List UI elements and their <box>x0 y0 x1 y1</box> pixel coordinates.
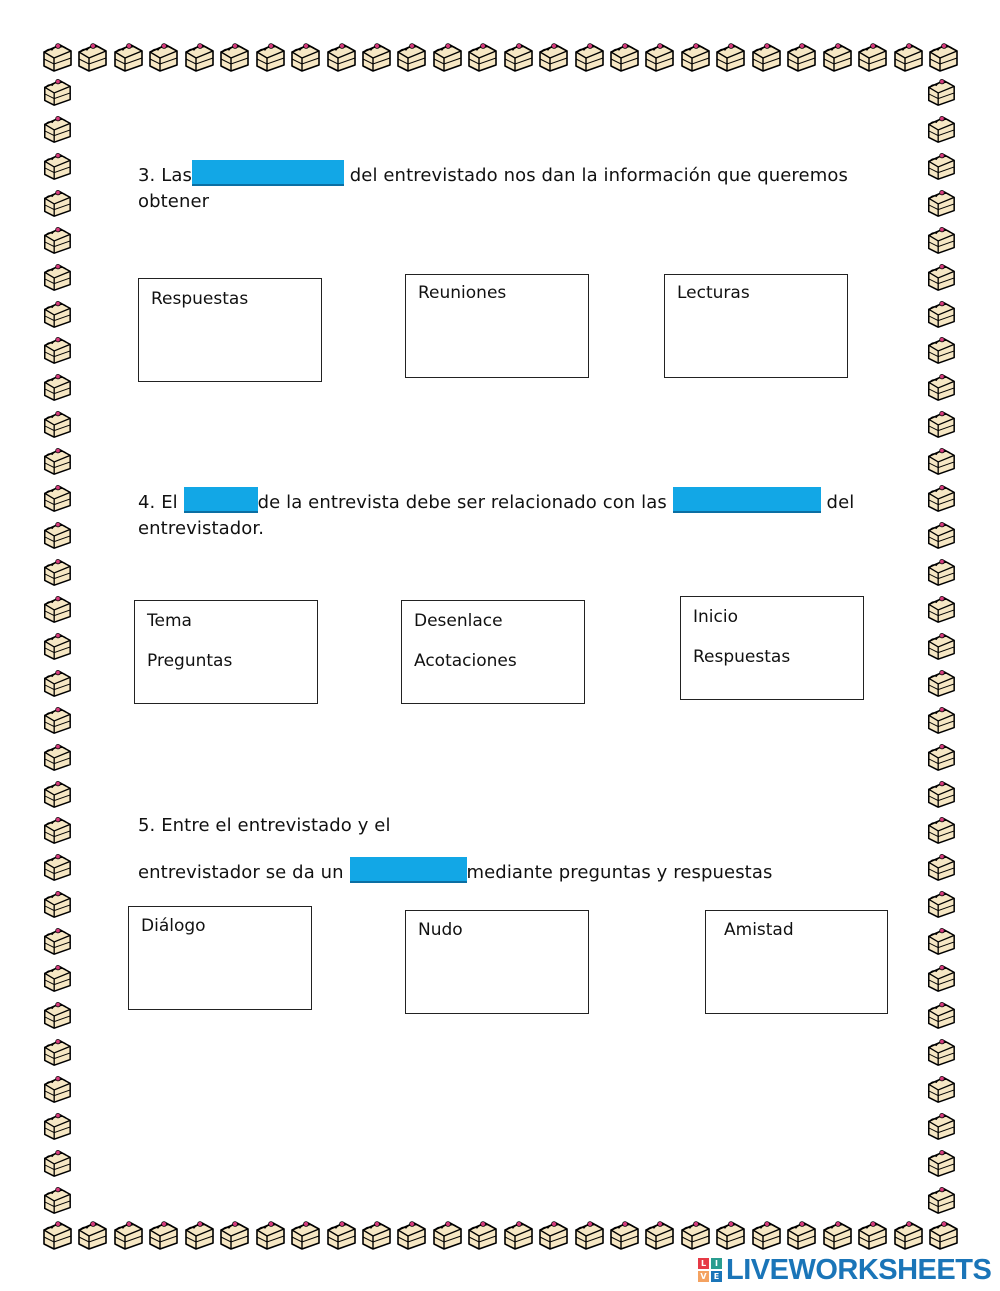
brand-mark-icon <box>698 1258 722 1282</box>
option-3-2[interactable] <box>405 274 589 378</box>
cake-slice-icon <box>924 704 958 736</box>
cake-slice-icon <box>924 741 958 773</box>
question-3-text-a: 3. Las <box>138 165 192 186</box>
question-4-blank-1[interactable] <box>184 487 258 513</box>
question-4-text-c: del <box>820 492 855 513</box>
cake-slice-icon <box>40 261 74 293</box>
cake-slice-icon <box>40 187 74 219</box>
cake-slice-icon <box>182 40 216 74</box>
cake-slice-icon <box>784 1218 818 1252</box>
option-5-1[interactable] <box>128 906 312 1010</box>
cake-slice-icon <box>217 1218 251 1252</box>
cake-slice-icon <box>924 482 958 514</box>
cake-slice-icon <box>40 1036 74 1068</box>
cake-slice-icon <box>253 1218 287 1252</box>
cake-slice-icon <box>855 40 889 74</box>
cake-slice-icon <box>40 1218 74 1252</box>
cake-slice-icon <box>75 40 109 74</box>
border-left <box>40 76 74 1216</box>
cake-slice-icon <box>749 40 783 74</box>
cake-slice-icon <box>40 667 74 699</box>
option-label: Inicio <box>693 607 738 627</box>
cake-slice-icon <box>111 1218 145 1252</box>
cake-slice-icon <box>40 519 74 551</box>
question-3-text-b: del entrevistado nos dan la información que queremos <box>343 165 848 186</box>
cake-slice-icon <box>40 445 74 477</box>
cake-slice-icon <box>430 1218 464 1252</box>
cake-slice-icon <box>465 40 499 74</box>
cake-slice-icon <box>40 224 74 256</box>
cake-slice-icon <box>891 40 925 74</box>
cake-slice-icon <box>430 40 464 74</box>
cake-slice-icon <box>607 40 641 74</box>
cake-slice-icon <box>924 298 958 330</box>
question-3-line-2: obtener <box>138 191 210 212</box>
cake-slice-icon <box>572 1218 606 1252</box>
cake-slice-icon <box>924 445 958 477</box>
border-bottom <box>40 1218 960 1252</box>
cake-slice-icon <box>40 1147 74 1179</box>
cake-slice-icon <box>924 925 958 957</box>
brand-mark-letter: L <box>698 1258 709 1269</box>
option-label-2: Acotaciones <box>414 651 517 671</box>
cake-slice-icon <box>820 40 854 74</box>
option-label: Nudo <box>418 920 463 940</box>
cake-slice-icon <box>572 40 606 74</box>
question-4-line-1 <box>138 487 854 513</box>
cake-slice-icon <box>924 630 958 662</box>
cake-slice-icon <box>924 778 958 810</box>
cake-slice-icon <box>75 1218 109 1252</box>
cake-slice-icon <box>924 556 958 588</box>
cake-slice-icon <box>855 1218 889 1252</box>
option-label: Lecturas <box>677 283 750 303</box>
option-label: Respuestas <box>151 289 249 309</box>
cake-slice-icon <box>924 371 958 403</box>
option-5-2[interactable] <box>405 910 589 1014</box>
option-4-2[interactable] <box>401 600 585 704</box>
question-4-text-b: de la entrevista debe ser relacionado con las <box>257 492 673 513</box>
cake-slice-icon <box>40 76 74 108</box>
cake-slice-icon <box>784 40 818 74</box>
cake-slice-icon <box>501 40 535 74</box>
cake-slice-icon <box>924 113 958 145</box>
cake-slice-icon <box>924 261 958 293</box>
option-label: Desenlace <box>414 611 503 631</box>
question-4-line-2: entrevistador. <box>138 518 265 539</box>
cake-slice-icon <box>924 667 958 699</box>
cake-slice-icon <box>924 1147 958 1179</box>
question-3-blank-1[interactable] <box>192 160 344 186</box>
cake-slice-icon <box>713 40 747 74</box>
cake-slice-icon <box>324 40 358 74</box>
cake-slice-icon <box>749 1218 783 1252</box>
cake-slice-icon <box>40 556 74 588</box>
border-top <box>40 40 960 74</box>
cake-slice-icon <box>111 40 145 74</box>
question-5-line-1: 5. Entre el entrevistado y el <box>138 815 391 836</box>
question-5-text-b: mediante preguntas y respuestas <box>466 862 773 883</box>
cake-slice-icon <box>924 593 958 625</box>
cake-slice-icon <box>713 1218 747 1252</box>
option-3-1[interactable] <box>138 278 322 382</box>
cake-slice-icon <box>465 1218 499 1252</box>
cake-slice-icon <box>324 1218 358 1252</box>
cake-slice-icon <box>924 888 958 920</box>
cake-slice-icon <box>924 962 958 994</box>
question-5-line-2 <box>138 857 772 883</box>
cake-slice-icon <box>40 778 74 810</box>
cake-slice-icon <box>40 408 74 440</box>
cake-slice-icon <box>40 1110 74 1142</box>
option-label: Reuniones <box>418 283 507 303</box>
cake-slice-icon <box>288 1218 322 1252</box>
cake-slice-icon <box>40 593 74 625</box>
cake-slice-icon <box>926 1218 960 1252</box>
cake-slice-icon <box>40 334 74 366</box>
brand-mark-letter: E <box>711 1271 722 1282</box>
cake-slice-icon <box>40 1184 74 1216</box>
cake-slice-icon <box>146 1218 180 1252</box>
option-5-3[interactable] <box>705 910 888 1014</box>
cake-slice-icon <box>924 999 958 1031</box>
cake-slice-icon <box>536 1218 570 1252</box>
cake-slice-icon <box>924 224 958 256</box>
cake-slice-icon <box>217 40 251 74</box>
cake-slice-icon <box>40 814 74 846</box>
cake-slice-icon <box>394 1218 428 1252</box>
cake-slice-icon <box>40 113 74 145</box>
cake-slice-icon <box>40 851 74 883</box>
cake-slice-icon <box>924 519 958 551</box>
cake-slice-icon <box>40 630 74 662</box>
cake-slice-icon <box>607 1218 641 1252</box>
option-4-1[interactable] <box>134 600 318 704</box>
question-5-blank-1[interactable] <box>350 857 467 883</box>
cake-slice-icon <box>182 1218 216 1252</box>
cake-slice-icon <box>40 40 74 74</box>
cake-slice-icon <box>253 40 287 74</box>
brand-text: LIVEWORKSHEETS <box>726 1253 992 1286</box>
option-label-2: Respuestas <box>693 647 791 667</box>
cake-slice-icon <box>40 298 74 330</box>
cake-slice-icon <box>288 40 322 74</box>
question-4-blank-2[interactable] <box>673 487 821 513</box>
option-label: Tema <box>147 611 192 631</box>
option-label: Amistad <box>724 920 794 940</box>
cake-slice-icon <box>40 371 74 403</box>
cake-slice-icon <box>146 40 180 74</box>
brand-mark-letter: I <box>711 1258 722 1269</box>
cake-slice-icon <box>924 150 958 182</box>
cake-slice-icon <box>924 1036 958 1068</box>
cake-slice-icon <box>40 482 74 514</box>
cake-slice-icon <box>394 40 428 74</box>
border-right <box>924 76 958 1216</box>
question-3-line-1 <box>138 160 848 186</box>
cake-slice-icon <box>891 1218 925 1252</box>
cake-slice-icon <box>40 150 74 182</box>
cake-slice-icon <box>359 1218 393 1252</box>
cake-slice-icon <box>924 408 958 440</box>
cake-slice-icon <box>924 1184 958 1216</box>
cake-slice-icon <box>40 999 74 1031</box>
cake-slice-icon <box>924 1073 958 1105</box>
cake-slice-icon <box>40 888 74 920</box>
cake-slice-icon <box>642 1218 676 1252</box>
cake-slice-icon <box>40 925 74 957</box>
option-4-3[interactable] <box>680 596 864 700</box>
cake-slice-icon <box>924 814 958 846</box>
cake-slice-icon <box>924 1110 958 1142</box>
cake-slice-icon <box>924 334 958 366</box>
cake-slice-icon <box>820 1218 854 1252</box>
cake-slice-icon <box>40 962 74 994</box>
cake-slice-icon <box>924 851 958 883</box>
cake-slice-icon <box>678 1218 712 1252</box>
option-3-3[interactable] <box>664 274 848 378</box>
cake-slice-icon <box>40 741 74 773</box>
brand-mark-letter: V <box>698 1271 709 1282</box>
question-4-text-a: 4. El <box>138 492 184 513</box>
cake-slice-icon <box>40 704 74 736</box>
cake-slice-icon <box>926 40 960 74</box>
liveworksheets-logo <box>698 1255 991 1285</box>
cake-slice-icon <box>359 40 393 74</box>
question-5-text-a: entrevistador se da un <box>138 862 350 883</box>
cake-slice-icon <box>40 1073 74 1105</box>
cake-slice-icon <box>678 40 712 74</box>
cake-slice-icon <box>924 187 958 219</box>
cake-slice-icon <box>642 40 676 74</box>
cake-slice-icon <box>501 1218 535 1252</box>
option-label-2: Preguntas <box>147 651 233 671</box>
cake-slice-icon <box>924 76 958 108</box>
option-label: Diálogo <box>141 916 206 936</box>
cake-slice-icon <box>536 40 570 74</box>
